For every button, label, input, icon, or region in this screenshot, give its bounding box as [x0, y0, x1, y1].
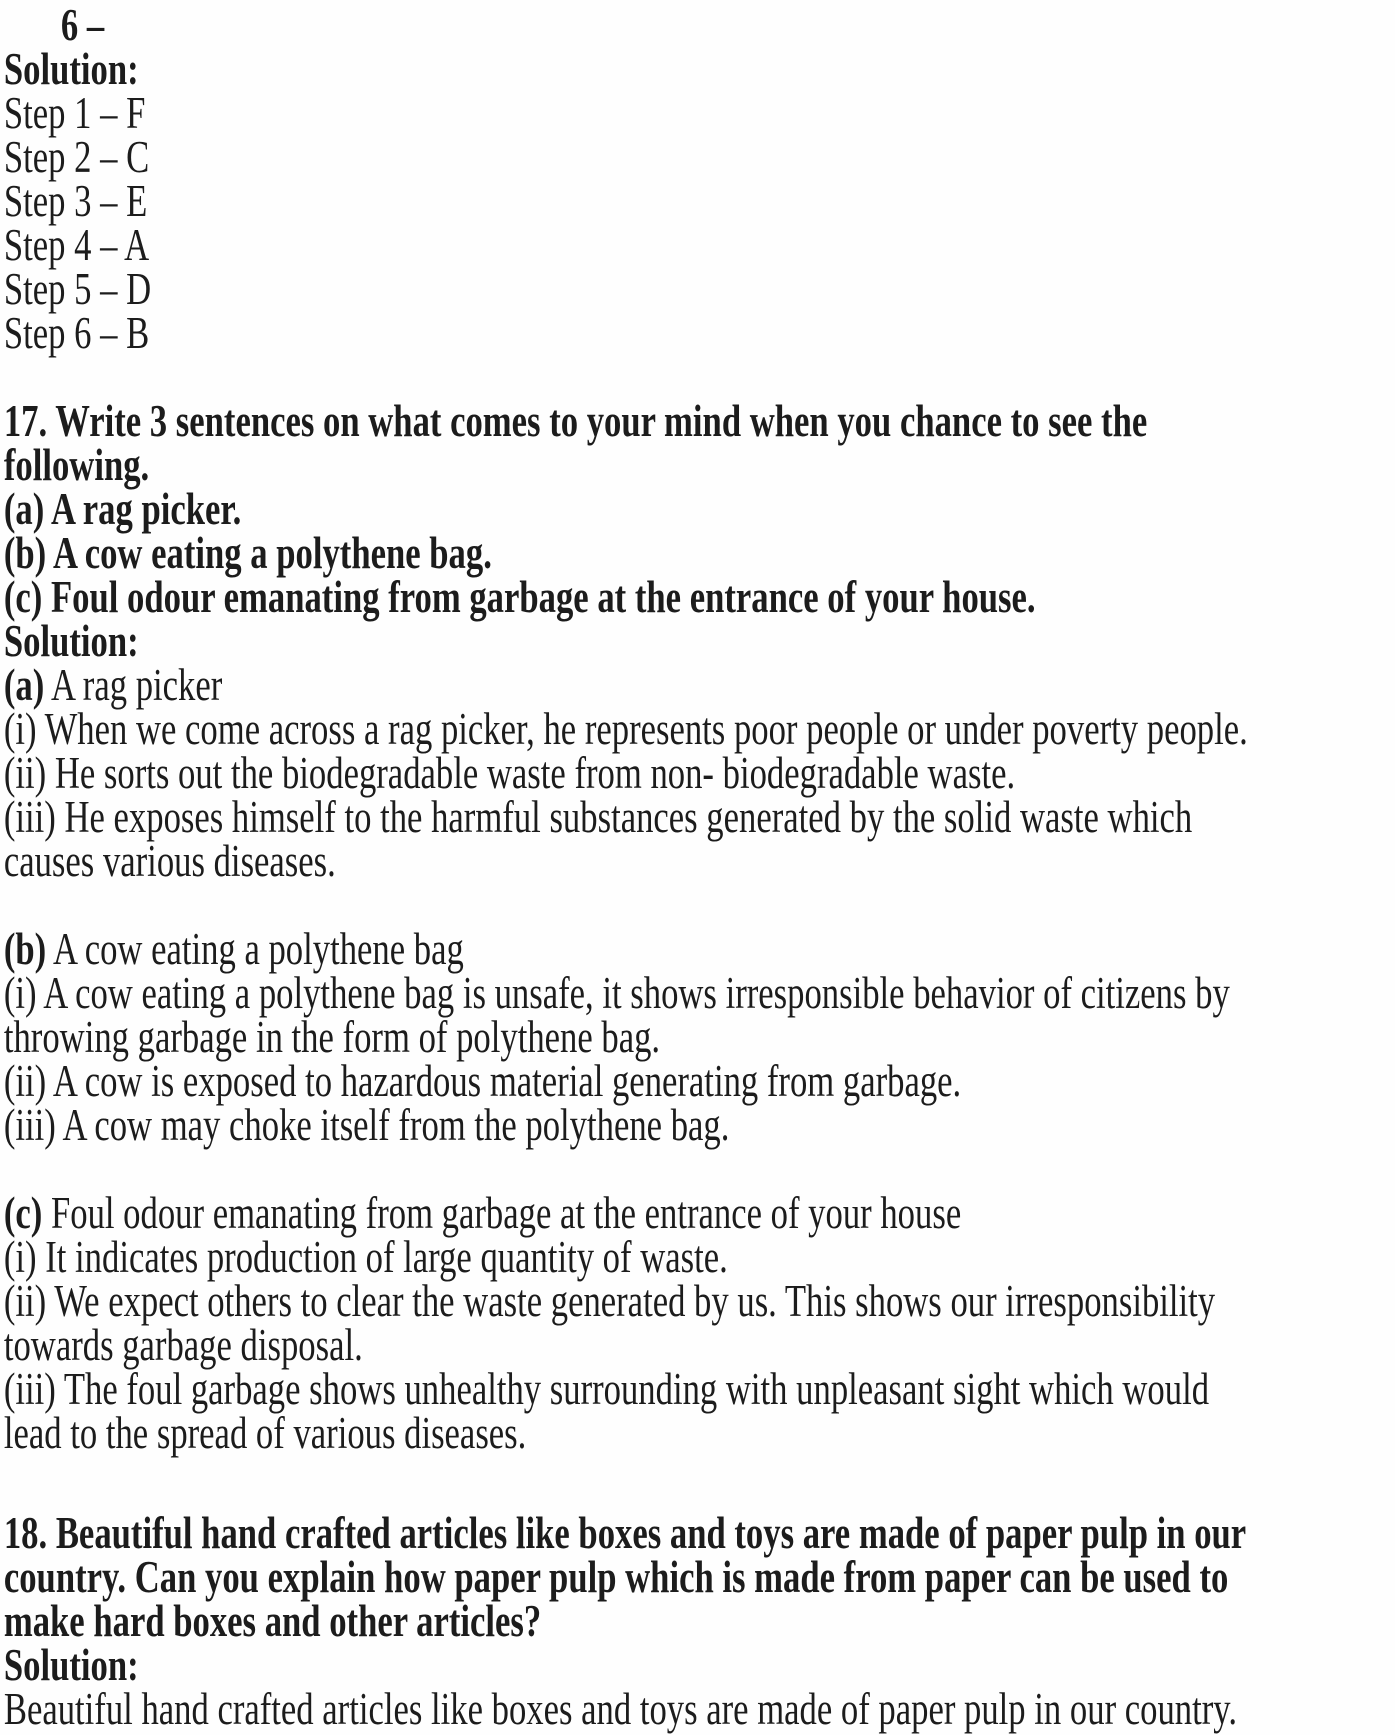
- blank-line: [4, 1147, 1395, 1191]
- blank-line: [4, 1455, 1395, 1499]
- part-b-heading: [3, 924, 1395, 974]
- page-number-fragment: 6 –: [60, 0, 105, 50]
- question-18-line-1: 18. Beautiful hand crafted articles like boxes and toys are made of paper pulp in our: [3, 1508, 1247, 1558]
- part-a-heading: [3, 660, 1395, 710]
- part-c-point-iii-line-1: (iii) The foul garbage shows unhealthy surrounding with unpleasant sight which would: [3, 1364, 1210, 1414]
- question-17-option-b: (b) A cow eating a polythene bag.: [3, 528, 492, 578]
- part-a-point-ii: (ii) He sorts out the biodegradable waste from non- biodegradable waste.: [3, 748, 1016, 798]
- part-a-title: A rag picker: [44, 660, 223, 710]
- step-answer-5: Step 5 – D: [3, 264, 152, 314]
- part-c-point-ii-line-2: towards garbage disposal.: [3, 1320, 363, 1370]
- solution-16-label: Solution:: [3, 44, 139, 94]
- part-a-point-iii-line-2: causes various diseases.: [3, 836, 336, 886]
- part-b-title: A cow eating a polythene bag: [46, 924, 464, 974]
- solution-17-label: Solution:: [3, 616, 139, 666]
- part-c-title: Foul odour emanating from garbage at the entrance of your house: [42, 1188, 962, 1238]
- part-b-marker: (b): [3, 924, 47, 974]
- part-b-point-ii: (ii) A cow is exposed to hazardous material generating from garbage.: [3, 1056, 962, 1106]
- part-c-marker: (c): [3, 1188, 43, 1238]
- step-answer-1: Step 1 – F: [3, 88, 146, 138]
- solution-18-label: Solution:: [3, 1640, 139, 1690]
- blank-line: [4, 883, 1395, 927]
- question-17-option-c: (c) Foul odour emanating from garbage at the entrance of your house.: [3, 572, 1036, 622]
- step-answer-6: Step 6 – B: [3, 308, 150, 358]
- part-a-point-i: (i) When we come across a rag picker, he represents poor people or under poverty people.: [3, 704, 1248, 754]
- step-answer-3: Step 3 – E: [3, 176, 148, 226]
- solution-18-answer: Beautiful hand crafted articles like boxes and toys are made of paper pulp in our country.: [3, 1684, 1238, 1734]
- part-a-point-iii-line-1: (iii) He exposes himself to the harmful substances generated by the solid waste which: [3, 792, 1193, 842]
- question-18-line-2: country. Can you explain how paper pulp which is made from paper can be used to: [3, 1552, 1229, 1602]
- part-c-point-ii-line-1: (ii) We expect others to clear the waste generated by us. This shows our irresponsibility: [3, 1276, 1216, 1326]
- part-b-point-iii: (iii) A cow may choke itself from the polythene bag.: [3, 1100, 730, 1150]
- question-17-line-2: following.: [3, 440, 150, 490]
- part-c-point-iii-line-2: lead to the spread of various diseases.: [3, 1408, 527, 1458]
- part-a-marker: (a): [3, 660, 45, 710]
- part-c-point-i: (i) It indicates production of large quantity of waste.: [3, 1232, 728, 1282]
- step-answer-2: Step 2 – C: [3, 132, 150, 182]
- question-17-line-1: 17. Write 3 sentences on what comes to your mind when you chance to see the: [3, 396, 1148, 446]
- part-b-point-i-line-1: (i) A cow eating a polythene bag is unsafe, it shows irresponsible behavior of citizens by: [3, 968, 1230, 1018]
- step-answer-4: Step 4 – A: [3, 220, 150, 270]
- question-18-line-3: make hard boxes and other articles?: [3, 1596, 542, 1646]
- part-c-heading: [3, 1188, 1395, 1238]
- blank-line: [4, 355, 1395, 399]
- part-b-point-i-line-2: throwing garbage in the form of polythene bag.: [3, 1012, 661, 1062]
- question-17-option-a: (a) A rag picker.: [3, 484, 242, 534]
